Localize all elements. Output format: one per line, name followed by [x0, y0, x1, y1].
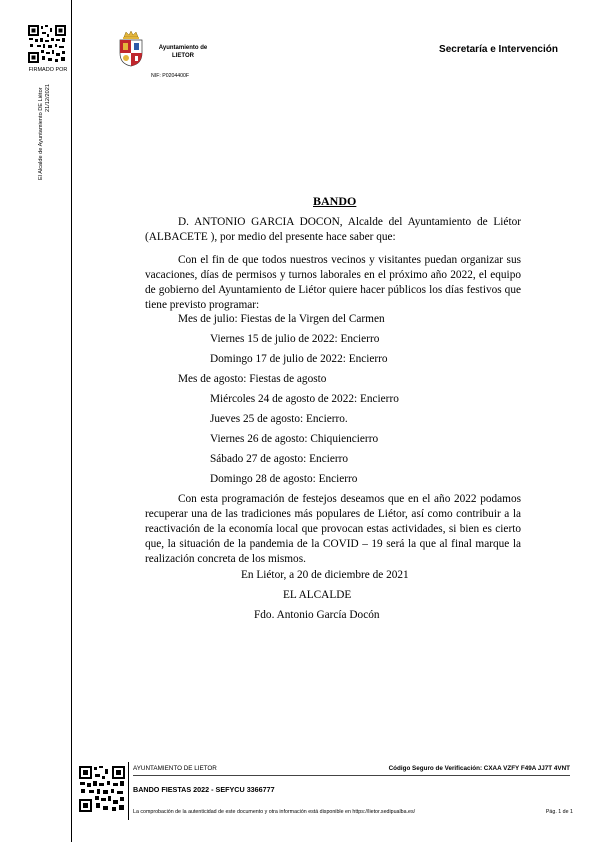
date-line: En Liétor, a 20 de diciembre de 2021 [241, 569, 409, 581]
july-item: Viernes 15 de julio de 2022: Encierro [210, 333, 380, 345]
july-heading: Mes de julio: Fiestas de la Virgen del Carmen [178, 313, 385, 325]
department-title: Secretaría e Intervención [439, 44, 558, 55]
august-item: Viernes 26 de agosto: Chiquiencierro [210, 433, 379, 445]
signer-vertical-text [38, 87, 44, 180]
paragraph-1: Con el fin de que todos nuestros vecinos y visitantes puedan organizar sus vacaciones, días de permisos y turnos laborales en el próximo año 2022, el equipo de gobierno del Ayuntamiento de Liétor quiere hacer públicos los días festivos que tiene previsto programar: [145, 254, 521, 311]
signature-role: EL ALCALDE [283, 589, 352, 601]
footer-org: AYUNTAMIENTO DE LIETOR [133, 765, 217, 772]
footer-doc-title: BANDO FIESTAS 2022 - SEFYCU 3366777 [133, 785, 275, 794]
august-item: Miércoles 24 de agosto de 2022: Encierro [210, 393, 399, 405]
sidebar-qr-code [28, 25, 66, 63]
august-item: Jueves 25 de agosto: Encierro. [210, 413, 348, 425]
signer-name: El Alcalde de Ayuntamiento DE Liétor [38, 87, 44, 180]
document-title: BANDO [313, 194, 357, 208]
paragraph-2: Con esta programación de festejos deseamos que en el año 2022 podamos recuperar una de las tradiciones más populares de Liétor, así como contribuir a la reactivación de la economía local que provocan estas actividades, si bien es cierto que, la situación de la pandemia de la COVID – 19 será la que al final marque la realización concreta de los mismos. [145, 493, 521, 565]
footer-divider [128, 762, 129, 820]
signer-date: 21/12/2021 [45, 84, 51, 112]
nif-label: NIF: P0204400F [151, 73, 190, 79]
margin-rule [71, 0, 72, 842]
org-name-line1: Ayuntamiento de [158, 45, 208, 51]
august-item: Domingo 28 de agosto: Encierro [210, 473, 358, 485]
intro-paragraph: D. ANTONIO GARCIA DOCON, Alcalde del Ayuntamiento de Liétor (ALBACETE ), por medio del presente hace saber que: [145, 216, 521, 243]
footer-page-number: Pág. 1 de 1 [545, 809, 573, 815]
coat-of-arms-logo [118, 31, 144, 67]
org-name [152, 45, 214, 60]
footer-csv: Código Seguro de Verificación: CXAA VZFY F49A JJ7T 4VNT [388, 765, 570, 772]
footer-verification-note: La comprobación de la autenticidad de este documento y otra información está disponible en https://lietor.sedipualba.es/ [133, 809, 416, 815]
august-heading: Mes de agosto: Fiestas de agosto [178, 373, 327, 385]
july-item: Domingo 17 de julio de 2022: Encierro [210, 353, 388, 365]
signer-date-vertical [45, 84, 51, 112]
footer-rule [133, 775, 570, 776]
august-item: Sábado 27 de agosto: Encierro [210, 453, 349, 465]
footer-qr-code [79, 766, 125, 812]
signed-by-label: FIRMADO POR [28, 67, 68, 73]
signature-name: Fdo. Antonio García Docón [254, 609, 380, 621]
org-name-line2: LIETOR [172, 52, 194, 59]
